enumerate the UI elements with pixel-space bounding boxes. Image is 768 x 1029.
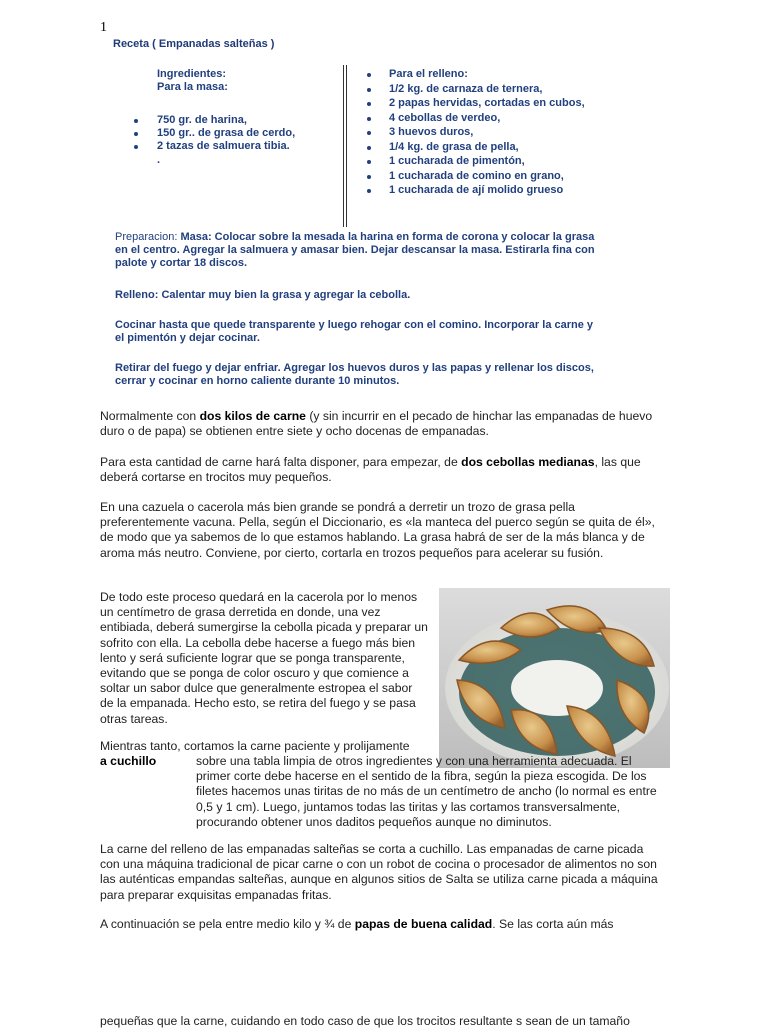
preparation-relleno: Relleno: Calentar muy bien la grasa y agregar la cebolla.	[115, 289, 411, 301]
stray-mark: .	[157, 154, 161, 166]
body-paragraph-7: A continuación se pela entre medio kilo y ¾ de papas de buena calidad. Se las corta aún más	[100, 917, 614, 931]
list-item: 150 gr.. de grasa de cerdo,	[157, 127, 337, 140]
list-item: 1 cucharada de comino en grano,	[389, 170, 609, 183]
bullet-icon	[134, 119, 138, 123]
list-item: 1 cucharada de pimentón,	[389, 155, 609, 168]
masa-heading: Para la masa:	[157, 81, 228, 93]
body-paragraph-3: En una cazuela o cacerola más bien grande se pondrá a derretir un trozo de grasa pella preferentemente vacuna. Pella, según el Diccionario, es «la manteca del puerco según se quita de él», de modo que ya sabemos de lo que estamos hablando. La grasa habrá de ser de la más blanca y de aroma más neutro. Conviene, por cierto, cortarla en trozos pequeños para acelerar su fusión.	[100, 500, 655, 560]
list-item: 1/4 kg. de grasa de pella,	[389, 141, 609, 154]
body-paragraph-5-rest: sobre una tabla limpia de otros ingredientes y con una herramienta adecuada. El primer corte debe hacerse en el sentido de la fibra, según la pieza escogida. De los filetes hacemos unas tiritas de no más de un centímetro de ancho (lo normal es entre 0,5 y 1 cm). Luego, juntamos todas las tiritas y las cortamos transversalmente, procurando obtener unos daditos pequeños aunque no diminutos.	[196, 754, 657, 829]
body-paragraph-1: Normalmente con dos kilos de carne (y sin incurrir en el pecado de hinchar las empanadas de huevo duro o de papa) se obtienen entre siete y ocho docenas de empanadas.	[100, 409, 653, 439]
list-item: 1 cucharada de ají molido grueso	[389, 184, 609, 197]
bullet-icon	[367, 88, 371, 92]
bullet-icon	[367, 73, 371, 77]
list-item: 1/2 kg. de carnaza de ternera,	[389, 83, 609, 96]
preparation-retirar: Retirar del fuego y dejar enfriar. Agregar los huevos duros y las papas y rellenar los discos, cerrar y cocinar en horno caliente durante 10 minutos.	[115, 362, 594, 387]
body-paragraph-6: La carne del relleno de las empanadas salteñas se corta a cuchillo. Las empanadas de carne picada con una máquina tradicional de picar carne o con un robot de cocina o procesador de alimentos no son las auténticas empandas salteñas, aunque en algunos sitios de Salta se utiliza carne picada a máquina para preparar exquisitas empanadas fritas.	[100, 842, 658, 902]
list-item: Para el relleno:	[389, 68, 609, 81]
preparation-label: Preparacion:	[115, 231, 178, 243]
ingredients-heading-block	[157, 68, 228, 94]
list-item: 2 papas hervidas, cortadas en cubos,	[389, 97, 609, 110]
preparation-masa	[115, 231, 595, 270]
ingredients-heading: Ingredientes:	[157, 68, 227, 80]
relleno-ingredient-list	[389, 68, 609, 199]
body-paragraph-8: pequeñas que la carne, cuidando en todo caso de que los trocitos resultante s sean de un tamaño	[100, 1014, 630, 1028]
bullet-icon	[367, 146, 371, 150]
list-item: 4 cebollas de verdeo,	[389, 112, 609, 125]
preparation-cocinar: Cocinar hasta que quede transparente y luego rehogar con el comino. Incorporar la carne y el pimentón y dejar cocinar.	[115, 319, 594, 344]
empanadas-photo	[439, 588, 670, 768]
list-item: 750 gr. de harina,	[157, 114, 337, 127]
page-number: 1	[100, 20, 107, 35]
masa-ingredient-list	[157, 114, 337, 153]
recipe-title: Receta ( Empanadas salteñas )	[113, 38, 275, 50]
bullet-icon	[367, 117, 371, 121]
bullet-icon	[367, 102, 371, 106]
preparation-masa-text: Masa: Colocar sobre la mesada la harina en forma de corona y colocar la grasa en el centro. Agregar la salmuera y amasar bien. Dejar descansar la masa. Estirarla fina con palote y cortar 18 discos.	[115, 231, 595, 269]
list-item: 2 tazas de salmuera tibia.	[157, 140, 337, 153]
body-paragraph-4: De todo este proceso quedará en la cacerola por lo menos un centímetro de grasa derretida en donde, una vez entibiada, deberá sumergirse la cebolla picada y preparar un sofrito con ella. La cebolla debe hacerse a fuego más bien lento y será suficiente lograr que se ponga transparente, evitando que se ponga de color oscuro y que comience a soltar un sabor dulce que generalmente estropea el sabor de la empanada. Hecho esto, se retira del fuego y se pasa otras tareas.	[100, 590, 428, 726]
column-divider	[343, 65, 344, 227]
list-item: 3 huevos duros,	[389, 126, 609, 139]
empanadas-plate-illustration	[439, 588, 670, 768]
bullet-icon	[367, 160, 371, 164]
body-paragraph-2: Para esta cantidad de carne hará falta disponer, para empezar, de dos cebollas medianas, las que deberá cortarse en trocitos muy pequeños.	[100, 455, 641, 485]
bullet-icon	[367, 175, 371, 179]
bullet-icon	[134, 132, 138, 136]
bullet-icon	[134, 145, 138, 149]
body-paragraph-5-lead: Mientras tanto, cortamos la carne paciente y prolijamente a cuchillo	[100, 739, 410, 769]
bullet-icon	[367, 131, 371, 135]
bullet-icon	[367, 189, 371, 193]
